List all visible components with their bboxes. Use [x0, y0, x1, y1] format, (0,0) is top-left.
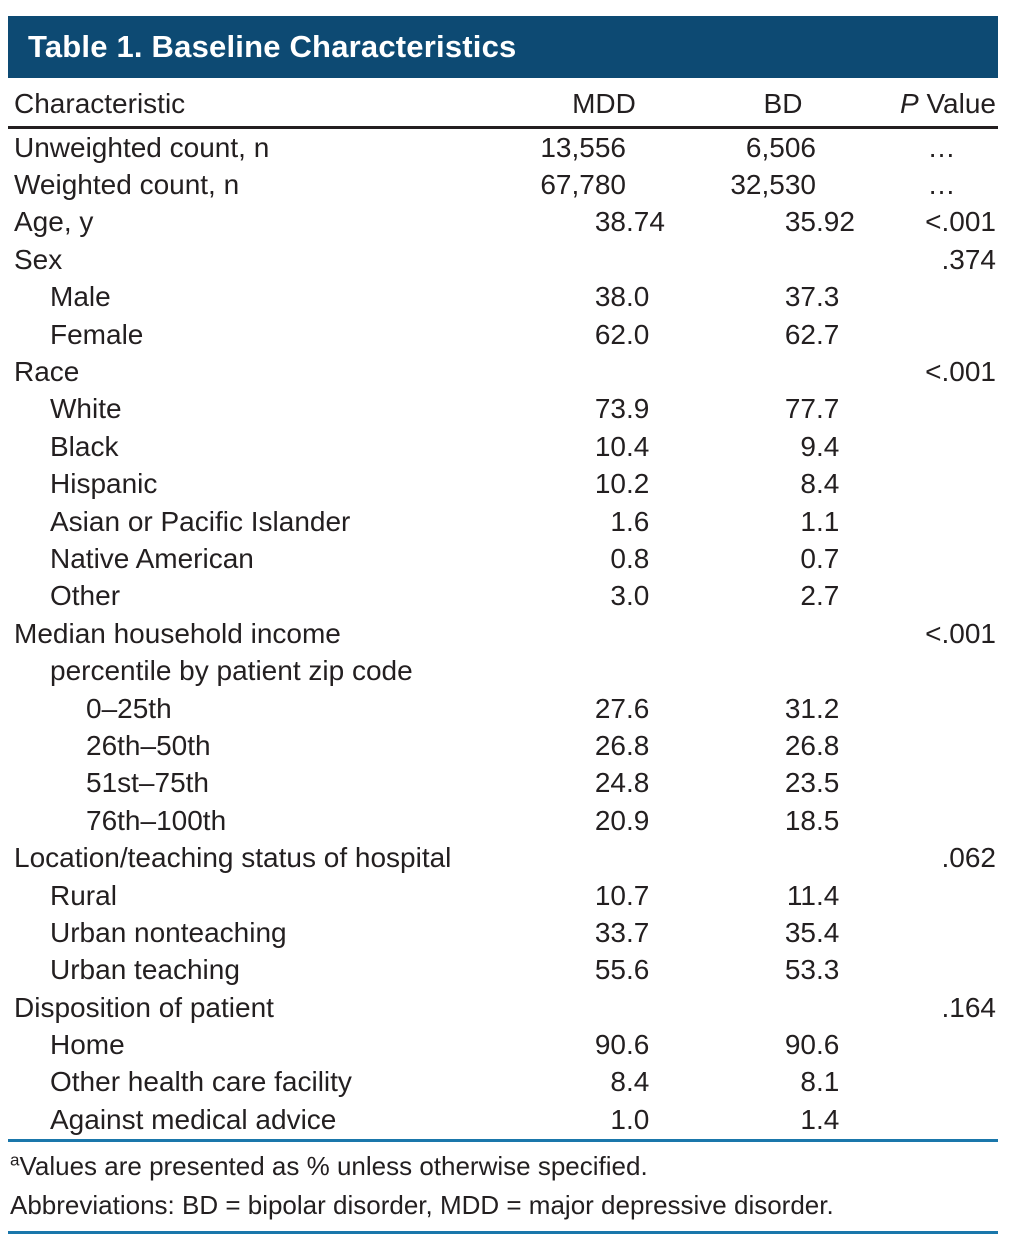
- footnote-abbreviations: Abbreviations: BD = bipolar disorder, MDD = major depressive disorder.: [10, 1190, 834, 1220]
- pvalue-header-italic-p: P: [899, 88, 919, 119]
- row-label: Race: [14, 356, 80, 388]
- table-row: [8, 166, 998, 203]
- p-value: <.001: [925, 617, 996, 649]
- mdd-value: 13,556: [540, 131, 626, 163]
- row-label: percentile by patient zip code: [50, 655, 413, 687]
- row-label: Hispanic: [50, 468, 158, 500]
- table-row: [8, 503, 998, 540]
- table-row: [8, 279, 998, 316]
- bd-value: 37 .3: [784, 281, 840, 313]
- p-value: .062: [941, 842, 996, 874]
- table-row: [8, 466, 998, 503]
- table-row: [8, 989, 998, 1026]
- footnote-values-note: [8, 1147, 998, 1186]
- column-header-characteristic: Characteristic: [14, 88, 186, 119]
- column-header-row: [8, 78, 998, 126]
- table-row: [8, 727, 998, 764]
- bd-value: 1 .4: [800, 1103, 840, 1135]
- bd-value: 77 .7: [784, 393, 840, 425]
- bd-value: 35 .92: [784, 206, 855, 238]
- mdd-value: 67,780: [540, 169, 626, 201]
- row-label: Disposition of patient: [14, 991, 274, 1023]
- bd-value: 53 .3: [784, 954, 840, 986]
- mdd-value: 55 .6: [594, 954, 650, 986]
- row-label: Unweighted count, n: [14, 131, 270, 163]
- table-row: [8, 877, 998, 914]
- row-label: Urban teaching: [50, 954, 240, 986]
- table-row: [8, 690, 998, 727]
- mdd-value: 26 .8: [594, 729, 650, 761]
- mdd-value: 27 .6: [594, 692, 650, 724]
- mdd-value: 38 .74: [594, 206, 665, 238]
- table-row: [8, 652, 998, 689]
- table-row: [8, 765, 998, 802]
- bd-value: 0 .7: [800, 542, 840, 574]
- row-label: Urban nonteaching: [50, 916, 287, 948]
- mdd-value: 1 .0: [610, 1103, 650, 1135]
- bd-value: 18 .5: [784, 804, 840, 836]
- bd-value: 2 .7: [800, 580, 840, 612]
- table-row: [8, 615, 998, 652]
- table-body: [8, 129, 998, 1139]
- mdd-value: 90 .6: [594, 1029, 650, 1061]
- table-row: [8, 129, 998, 166]
- mdd-value: 33 .7: [594, 916, 650, 948]
- row-label: Median household income: [14, 617, 341, 649]
- row-label: Male: [50, 281, 111, 313]
- bd-value: 8 .1: [800, 1066, 840, 1098]
- bd-value: 9 .4: [800, 430, 840, 462]
- row-label: 51st–75th: [86, 767, 209, 799]
- p-value: …: [927, 169, 961, 201]
- p-value: .374: [941, 243, 996, 275]
- pvalue-header-rest: Value: [918, 88, 996, 119]
- table-row: [8, 1101, 998, 1138]
- mdd-value: 10 .7: [594, 879, 650, 911]
- row-label: 0–25th: [86, 692, 172, 724]
- footnote-values-text: Values are presented as % unless otherwise specified.: [19, 1151, 648, 1181]
- bd-value: 11 .4: [786, 879, 840, 911]
- table-row: [8, 914, 998, 951]
- row-label: White: [50, 393, 122, 425]
- column-header-mdd: MDD: [572, 88, 636, 119]
- row-label: Female: [50, 318, 144, 350]
- row-label: Location/teaching status of hospital: [14, 842, 452, 874]
- row-label: Weighted count, n: [14, 169, 240, 201]
- bd-value: 1 .1: [800, 505, 840, 537]
- table-row: [8, 241, 998, 278]
- bd-value: 26 .8: [784, 729, 840, 761]
- table-title-bar: [8, 16, 998, 78]
- mdd-value: 38 .0: [594, 281, 650, 313]
- bd-value: 90 .6: [784, 1029, 840, 1061]
- table-row: [8, 316, 998, 353]
- table-row: [8, 578, 998, 615]
- footnote-marker: a: [10, 1150, 20, 1170]
- table-row: [8, 540, 998, 577]
- row-label: Black: [50, 430, 119, 462]
- row-label: Asian or Pacific Islander: [50, 505, 351, 537]
- mdd-value: 20 .9: [594, 804, 650, 836]
- table-row: [8, 391, 998, 428]
- bottom-rule: [8, 1231, 998, 1234]
- mdd-value: 62 .0: [594, 318, 650, 350]
- p-value: .164: [941, 991, 996, 1023]
- row-label: Rural: [50, 879, 117, 911]
- mdd-value: 0 .8: [610, 542, 650, 574]
- row-label: Against medical advice: [50, 1103, 337, 1135]
- mdd-value: 73 .9: [594, 393, 650, 425]
- table-row: [8, 204, 998, 241]
- column-header-pvalue: [858, 88, 998, 120]
- bd-value: 23 .5: [784, 767, 840, 799]
- bd-value: 8 .4: [800, 468, 840, 500]
- row-label: Other health care facility: [50, 1066, 352, 1098]
- table-row: [8, 428, 998, 465]
- table-row: [8, 1026, 998, 1063]
- row-label: Native American: [50, 542, 254, 574]
- row-label: Sex: [14, 243, 63, 275]
- bd-value: 32,530: [730, 169, 816, 201]
- table-title: Table 1. Baseline Characteristics: [28, 29, 517, 64]
- row-label: Other: [50, 580, 121, 612]
- mdd-value: 1 .6: [610, 505, 650, 537]
- table-row: [8, 1064, 998, 1101]
- mdd-value: 24 .8: [594, 767, 650, 799]
- column-header-bd: BD: [763, 88, 803, 119]
- bd-value: 35 .4: [784, 916, 840, 948]
- bd-value: 31 .2: [784, 692, 840, 724]
- mdd-value: 3 .0: [610, 580, 650, 612]
- mdd-value: 8 .4: [610, 1066, 650, 1098]
- row-label: 76th–100th: [86, 804, 227, 836]
- p-value: <.001: [925, 356, 996, 388]
- table-row: [8, 802, 998, 839]
- row-label: Age, y: [14, 206, 94, 238]
- mdd-value: 10 .4: [594, 430, 650, 462]
- bd-value: 6,506: [745, 131, 816, 163]
- footnotes: [8, 1142, 998, 1225]
- p-value: <.001: [925, 206, 996, 238]
- row-label: 26th–50th: [86, 729, 211, 761]
- table-row: [8, 952, 998, 989]
- p-value: …: [927, 131, 961, 163]
- table-row: [8, 839, 998, 876]
- table-row: [8, 353, 998, 390]
- mdd-value: 10 .2: [594, 468, 650, 500]
- row-label: Home: [50, 1029, 125, 1061]
- bd-value: 62 .7: [784, 318, 840, 350]
